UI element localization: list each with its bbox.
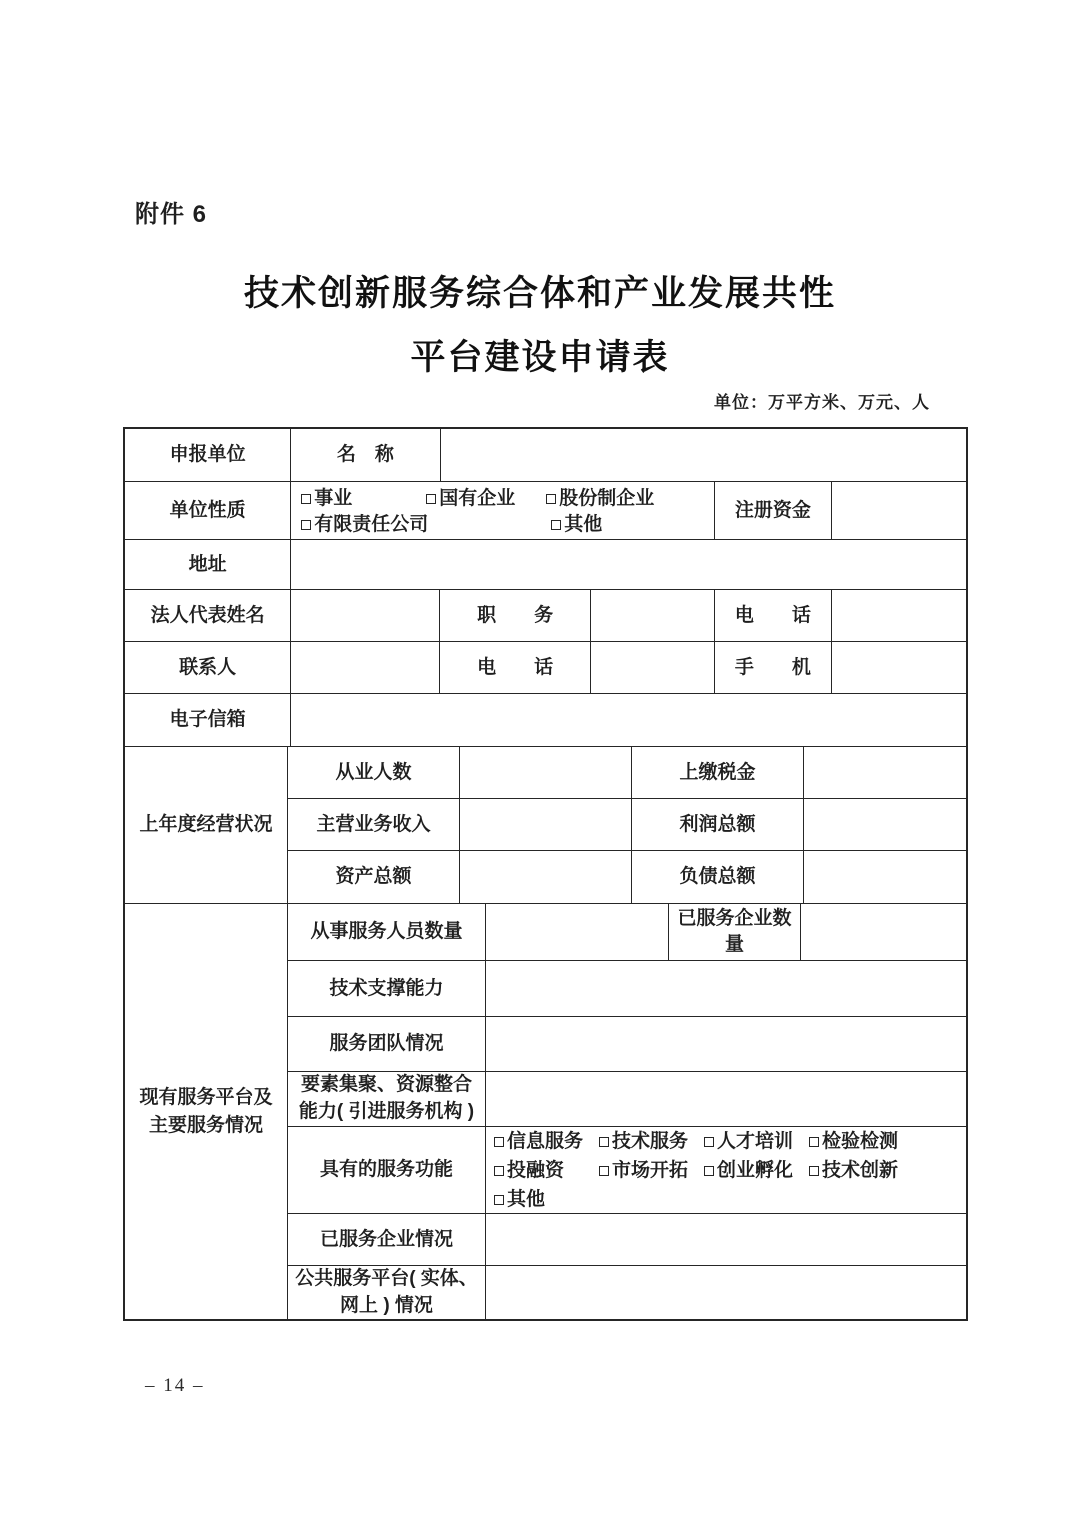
checkbox-option (599, 1156, 704, 1185)
checkbox-icon (426, 494, 436, 504)
table-row (288, 1214, 966, 1266)
email-label: 电子信箱 (125, 694, 291, 746)
platform-section-label (125, 904, 288, 1319)
checkbox-label: 技术创新 (822, 1160, 899, 1181)
table-row (125, 482, 966, 540)
checkbox-option (551, 512, 602, 538)
phone-label: 电 话 (715, 590, 831, 641)
checkbox-label: 技术服务 (612, 1131, 689, 1152)
contact-phone-label: 电 话 (440, 642, 590, 693)
unit-note: 单位：万平方米、万元、人 (714, 393, 930, 412)
checkbox-label: 人才培训 (717, 1131, 794, 1152)
table-row (125, 429, 966, 482)
contact-name-value-cell (291, 642, 440, 693)
email-value-cell (291, 694, 966, 746)
total-liabilities-label: 负债总额 (632, 851, 804, 903)
legal-rep-phone-value-cell (832, 590, 966, 641)
table-row (125, 642, 966, 694)
last-year-ops-label: 上年度经营状况 (125, 747, 288, 903)
service-functions-row2 (494, 1156, 966, 1185)
checkbox-label: 创业孵化 (717, 1160, 794, 1181)
last-year-ops-section (125, 747, 966, 904)
resource-integration-label-text: 要素集聚、资源整合能力( 引进服务机构 ) (298, 1074, 475, 1122)
checkbox-label: 股份制企业 (559, 488, 655, 509)
served-companies-info-label: 已服务企业情况 (288, 1214, 486, 1265)
checkbox-icon (546, 494, 556, 504)
checkbox-label: 检验检测 (822, 1131, 899, 1152)
checkbox-option (494, 1185, 545, 1213)
table-row (125, 694, 966, 747)
tax-paid-label: 上缴税金 (632, 747, 804, 798)
checkbox-option (494, 1127, 599, 1156)
mobile-label: 手 机 (715, 642, 831, 693)
table-row (288, 961, 966, 1017)
served-companies-count-value-cell (801, 904, 966, 960)
service-team-label: 服务团队情况 (288, 1017, 486, 1071)
table-row (288, 1072, 966, 1127)
served-companies-count-label: 已服务企业数量 (669, 904, 801, 960)
checkbox-label: 事业 (314, 488, 353, 509)
name-label: 名 称 (291, 429, 440, 481)
checkbox-label: 投融资 (507, 1160, 565, 1181)
public-platform-label-text: 公共服务平台( 实体、网上 ) 情况 (295, 1267, 478, 1316)
main-revenue-label: 主营业务收入 (288, 799, 460, 850)
position-value-cell (591, 590, 715, 641)
checkbox-option (704, 1156, 809, 1185)
platform-section-label-text: 现有服务平台及主要服务情况 (139, 1086, 273, 1136)
service-team-value-cell (486, 1017, 966, 1071)
served-companies-info-value-cell (486, 1214, 966, 1265)
checkbox-label: 市场开拓 (612, 1160, 689, 1181)
checkbox-icon (704, 1137, 714, 1147)
legal-rep-name-value-cell (291, 590, 440, 641)
page-number: – 14 – (145, 1375, 205, 1396)
total-profit-value-cell (804, 799, 966, 850)
legal-rep-label: 法人代表姓名 (125, 590, 291, 641)
checkbox-icon (809, 1166, 819, 1176)
table-row (288, 1266, 966, 1319)
service-functions-label: 具有的服务功能 (288, 1127, 486, 1213)
unit-nature-label: 单位性质 (125, 482, 291, 539)
checkbox-icon (551, 520, 561, 530)
checkbox-option (301, 512, 551, 538)
table-row (288, 1017, 966, 1072)
checkbox-option (704, 1127, 809, 1156)
employees-value-cell (460, 747, 632, 798)
total-liabilities-value-cell (804, 851, 966, 903)
service-functions-row1 (494, 1127, 966, 1156)
checkbox-option (809, 1127, 898, 1156)
checkbox-icon (704, 1166, 714, 1176)
table-row (288, 1127, 966, 1214)
resource-integration-label (288, 1072, 486, 1126)
checkbox-icon (301, 494, 311, 504)
checkbox-label: 其他 (507, 1189, 546, 1210)
checkbox-icon (809, 1137, 819, 1147)
name-value-cell (441, 429, 966, 481)
registered-capital-value-cell (832, 482, 966, 539)
checkbox-label: 信息服务 (507, 1131, 584, 1152)
checkbox-label: 有限责任公司 (314, 514, 429, 535)
public-platform-label (288, 1266, 486, 1319)
total-profit-label: 利润总额 (632, 799, 804, 850)
checkbox-option (301, 486, 426, 512)
table-row (288, 799, 966, 851)
checkbox-label: 国有企业 (439, 488, 516, 509)
service-staff-count-value-cell (486, 904, 669, 960)
service-functions-options-cell (486, 1127, 966, 1213)
position-label: 职 务 (440, 590, 590, 641)
mobile-value-cell (832, 642, 966, 693)
attachment-label: 附件 6 (135, 201, 208, 228)
page-title-line1: 技术创新服务综合体和产业发展共性 (243, 274, 836, 313)
table-row (125, 590, 966, 642)
checkbox-icon (494, 1137, 504, 1147)
table-row (288, 851, 966, 903)
unit-nature-options-row1 (301, 486, 714, 512)
application-form-table (123, 427, 968, 1321)
unit-nature-options-cell (291, 482, 715, 539)
resource-integration-value-cell (486, 1072, 966, 1126)
total-assets-label: 资产总额 (288, 851, 460, 903)
table-row (125, 540, 966, 590)
total-assets-value-cell (460, 851, 632, 903)
checkbox-option (599, 1127, 704, 1156)
checkbox-icon (494, 1195, 504, 1205)
tech-support-value-cell (486, 961, 966, 1016)
table-row (288, 904, 966, 961)
platform-section (125, 904, 966, 1319)
checkbox-label: 其他 (564, 514, 603, 535)
checkbox-icon (301, 520, 311, 530)
declare-unit-label: 申报单位 (125, 429, 291, 481)
checkbox-icon (599, 1166, 609, 1176)
address-label: 地址 (125, 540, 291, 589)
service-staff-count-label: 从事服务人员数量 (288, 904, 486, 960)
page-title-line2: 平台建设申请表 (410, 338, 670, 377)
tech-support-label: 技术支撑能力 (288, 961, 486, 1016)
checkbox-option (494, 1156, 599, 1185)
contact-phone-value-cell (591, 642, 715, 693)
contact-label: 联系人 (125, 642, 291, 693)
public-platform-value-cell (486, 1266, 966, 1319)
checkbox-icon (599, 1137, 609, 1147)
checkbox-option (809, 1156, 898, 1185)
table-row (288, 747, 966, 799)
unit-nature-options-row2 (301, 512, 714, 538)
address-value-cell (291, 540, 966, 589)
checkbox-icon (494, 1166, 504, 1176)
checkbox-option (546, 486, 654, 512)
employees-label: 从业人数 (288, 747, 460, 798)
registered-capital-label: 注册资金 (715, 482, 831, 539)
checkbox-option (426, 486, 546, 512)
tax-paid-value-cell (804, 747, 966, 798)
service-functions-row3 (494, 1185, 966, 1213)
main-revenue-value-cell (460, 799, 632, 850)
